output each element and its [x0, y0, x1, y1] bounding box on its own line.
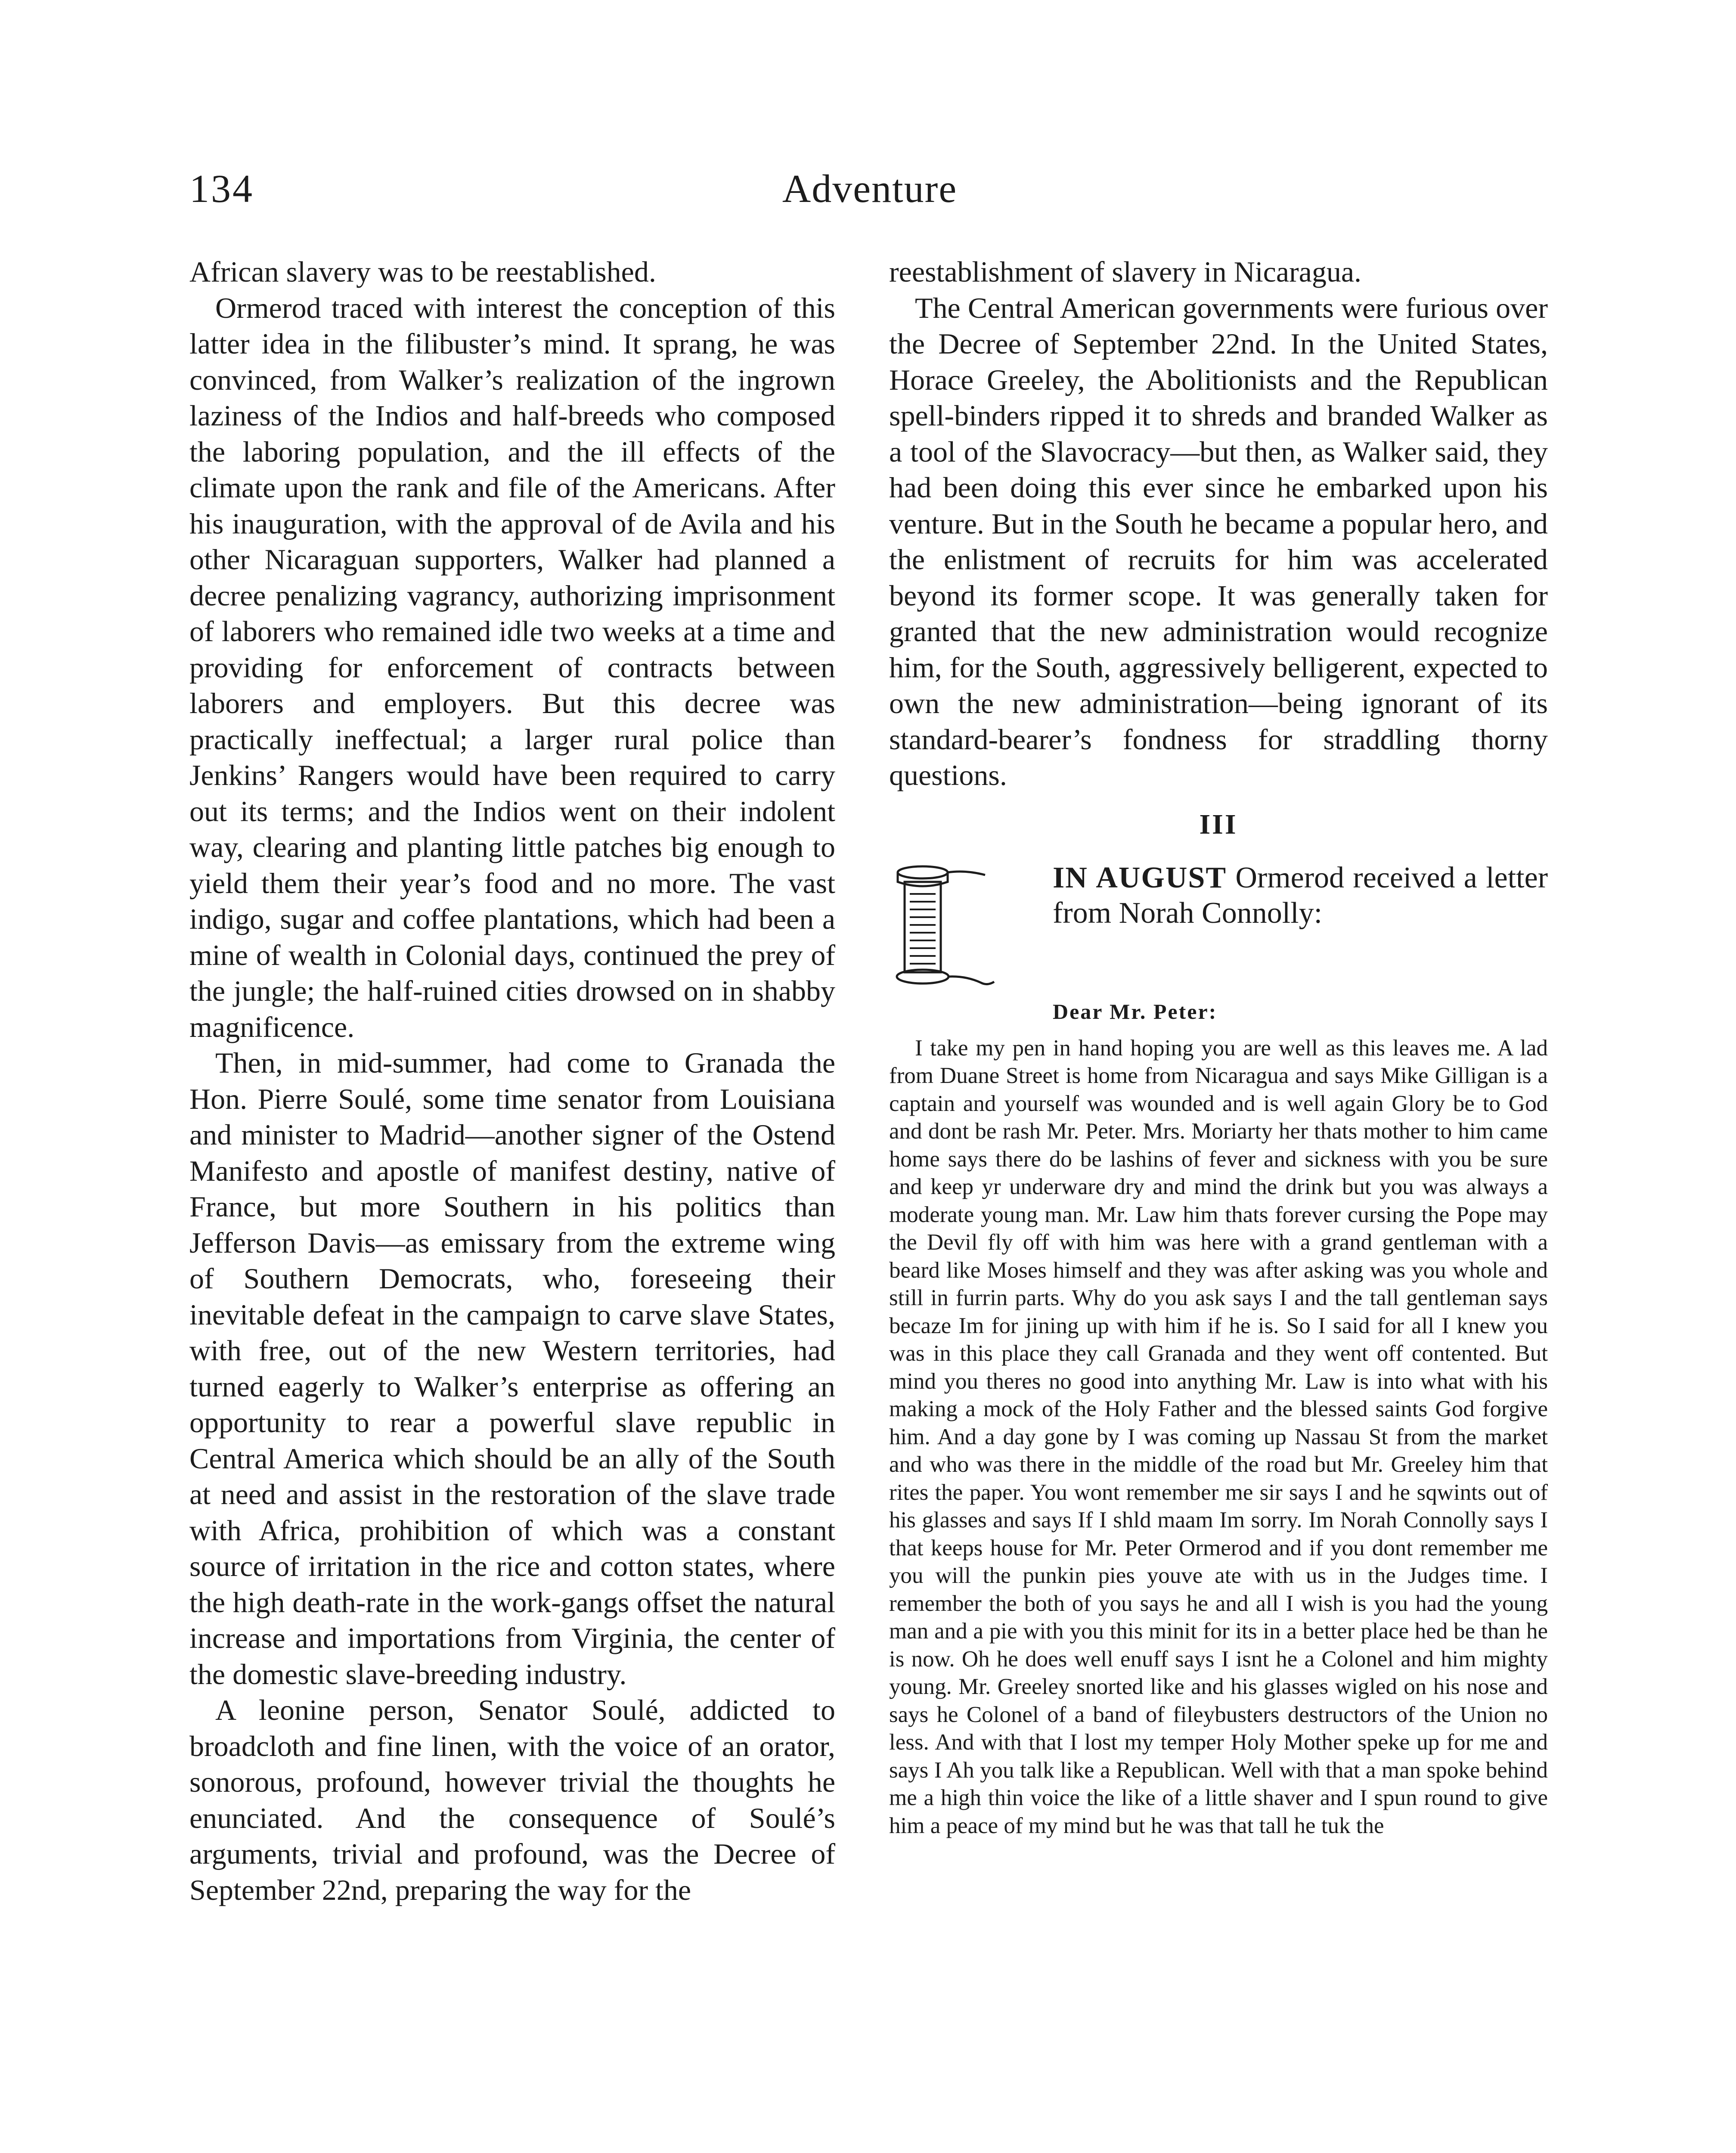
letter-salutation: Dear Mr. Peter: — [1053, 999, 1218, 1024]
scroll-icon — [893, 860, 1039, 990]
lead-text: Ormerod received a letter from Norah Connolly: — [1053, 861, 1548, 930]
lead-caps: IN AUGUST — [1053, 861, 1227, 894]
paragraph: A leonine person, Senator Soulé, addicted to broadcloth and fine linen, with the voice of an orator, sonorous, profound, however trivial the thoughts he enunciated. And the consequence of Soulé’s arguments, trivial and profound, was the Decree of September 22nd, preparing the way for the — [189, 1694, 835, 1906]
paragraph: Then, in mid-summer, had come to Granada the Hon. Pierre Soulé, some time senator from Louisiana and minister to Madrid—another signer of the Ostend Manifesto and apostle of manifest destiny, native of France, but more Southern in his politics than Jefferson Davis—as emissary from the extreme wing of Southern Democrats, who, foreseeing their inevitable defeat in the campaign to carve slave States, with free, out of the new Western territories, had turned eagerly to Walker’s enterprise as offering an opportunity to rear a powerful slave republic in Central America which should be an ally of the South at need and assist in the restoration of the slave trade with Africa, prohibition of which was a constant source of irritation in the rice and cotton states, where the high death-rate in the work-gangs offset the natural increase and importations from Virginia, the center of the domestic slave-breeding industry. — [189, 1046, 835, 1691]
running-title: Adventure — [782, 167, 958, 211]
section-opening — [889, 860, 1548, 994]
section-number: III — [1199, 808, 1238, 840]
paragraph: reestablishment of slavery in Nicaragua. — [889, 255, 1362, 288]
right-column — [889, 254, 1548, 1840]
section-lead — [1053, 860, 1548, 931]
paragraph: African slavery was to be reestablished. — [189, 255, 656, 288]
letter-body: I take my pen in hand hoping you are well as this leaves me. A lad from Duane Street is home from Nicaragua and says Mike Gilligan is a captain and yourself was wounded and is well again Glory be to God and dont be rash Mr. Peter. Mrs. Moriarty her thats mother to him came home says there do be lashins of fever and sickness with you be sure and keep yr underware dry and mind the drink but you was always a moderate young man. Mr. Law him thats forever cursing the Pope may the Devil fly off with him was here with a grand gentleman with a beard like Moses himself and they was after asking was you whole and still in furrin parts. Why do you ask says I and the tall gentleman says becaze Im for jining up with him if he is. So I said for all I knew you was in this place they call Granada and they went off contented. But mind you theres no good into anything Mr. Law is into what with his making a mock of the Holy Father and the blessed saints God forgive him. And a day gone by I was coming up Nassau St from the market and who was there in the middle of the road but Mr. Greeley him that rites the paper. You wont remember me sir says I and he sqwints out of his glasses and says If I shld maam Im sorry. Im Norah Connolly says I that keeps house for Mr. Peter Ormerod and if you dont remember me you will the punkin pies youve ate with us in the Judges time. I remember the both of you says he and all I wish is you had the young man and a pie with you this minit for its in a better place hed be than he is now. Oh he does well enuff says I isnt he a Colonel and him mighty young. Mr. Greeley snorted like and his glasses wigled on his nose and says he Colonel of a band of fileybusters destructors of the Union no less. And with that I lost my temper Holy Mother speke up for me and says I Ah you talk like a Republican. Well with that a man spoke behind me a high thin voice the like of a little shaver and I spun round to give him a peace of my mind but he was that tall he tuk the — [889, 1035, 1548, 1838]
page-header — [189, 166, 1550, 226]
paragraph: Ormerod traced with interest the conception of this latter idea in the filibuster’s mind. It sprang, he was convinced, from Walker’s realization of the ingrown laziness of the Indios and half-breeds who composed the laboring population, and the ill effects of the climate upon the rank and file of the Americans. After his inauguration, with the approval of de Avila and his other Nicaraguan supporters, Walker had planned a decree penalizing vagrancy, authorizing imprisonment of laborers who remained idle two weeks at a time and providing for enforcement of contracts between laborers and employers. But this decree was practically ineffectual; a larger rural police than Jenkins’ Rangers would have been required to carry out its terms; and the Indios went on their indolent way, clearing and planting little patches big enough to yield them their year’s food and no more. The vast indigo, sugar and coffee plantations, which had been a mine of wealth in Colonial days, continued the prey of the jungle; the half-ruined cities drowsed on in shabby magnificence. — [189, 291, 835, 1043]
paragraph: The Central American governments were furious over the Decree of September 22nd. In the United States, Horace Greeley, the Abolitionists and the Republican spell-binders ripped it to shreds and branded Walker as a tool of the Slavocracy—but then, as Walker said, they had been doing this ever since he embarked upon his venture. But in the South he became a popular hero, and the enlistment of recruits for him was accelerated beyond its former scope. It was generally taken for granted that the new administration would recognize him, for the South, aggressively belligerent, expected to own the new administration—being ignorant of its standard-bearer’s fondness for straddling thorny questions. — [889, 291, 1548, 791]
left-column — [189, 254, 835, 1908]
page-number: 134 — [189, 167, 254, 211]
